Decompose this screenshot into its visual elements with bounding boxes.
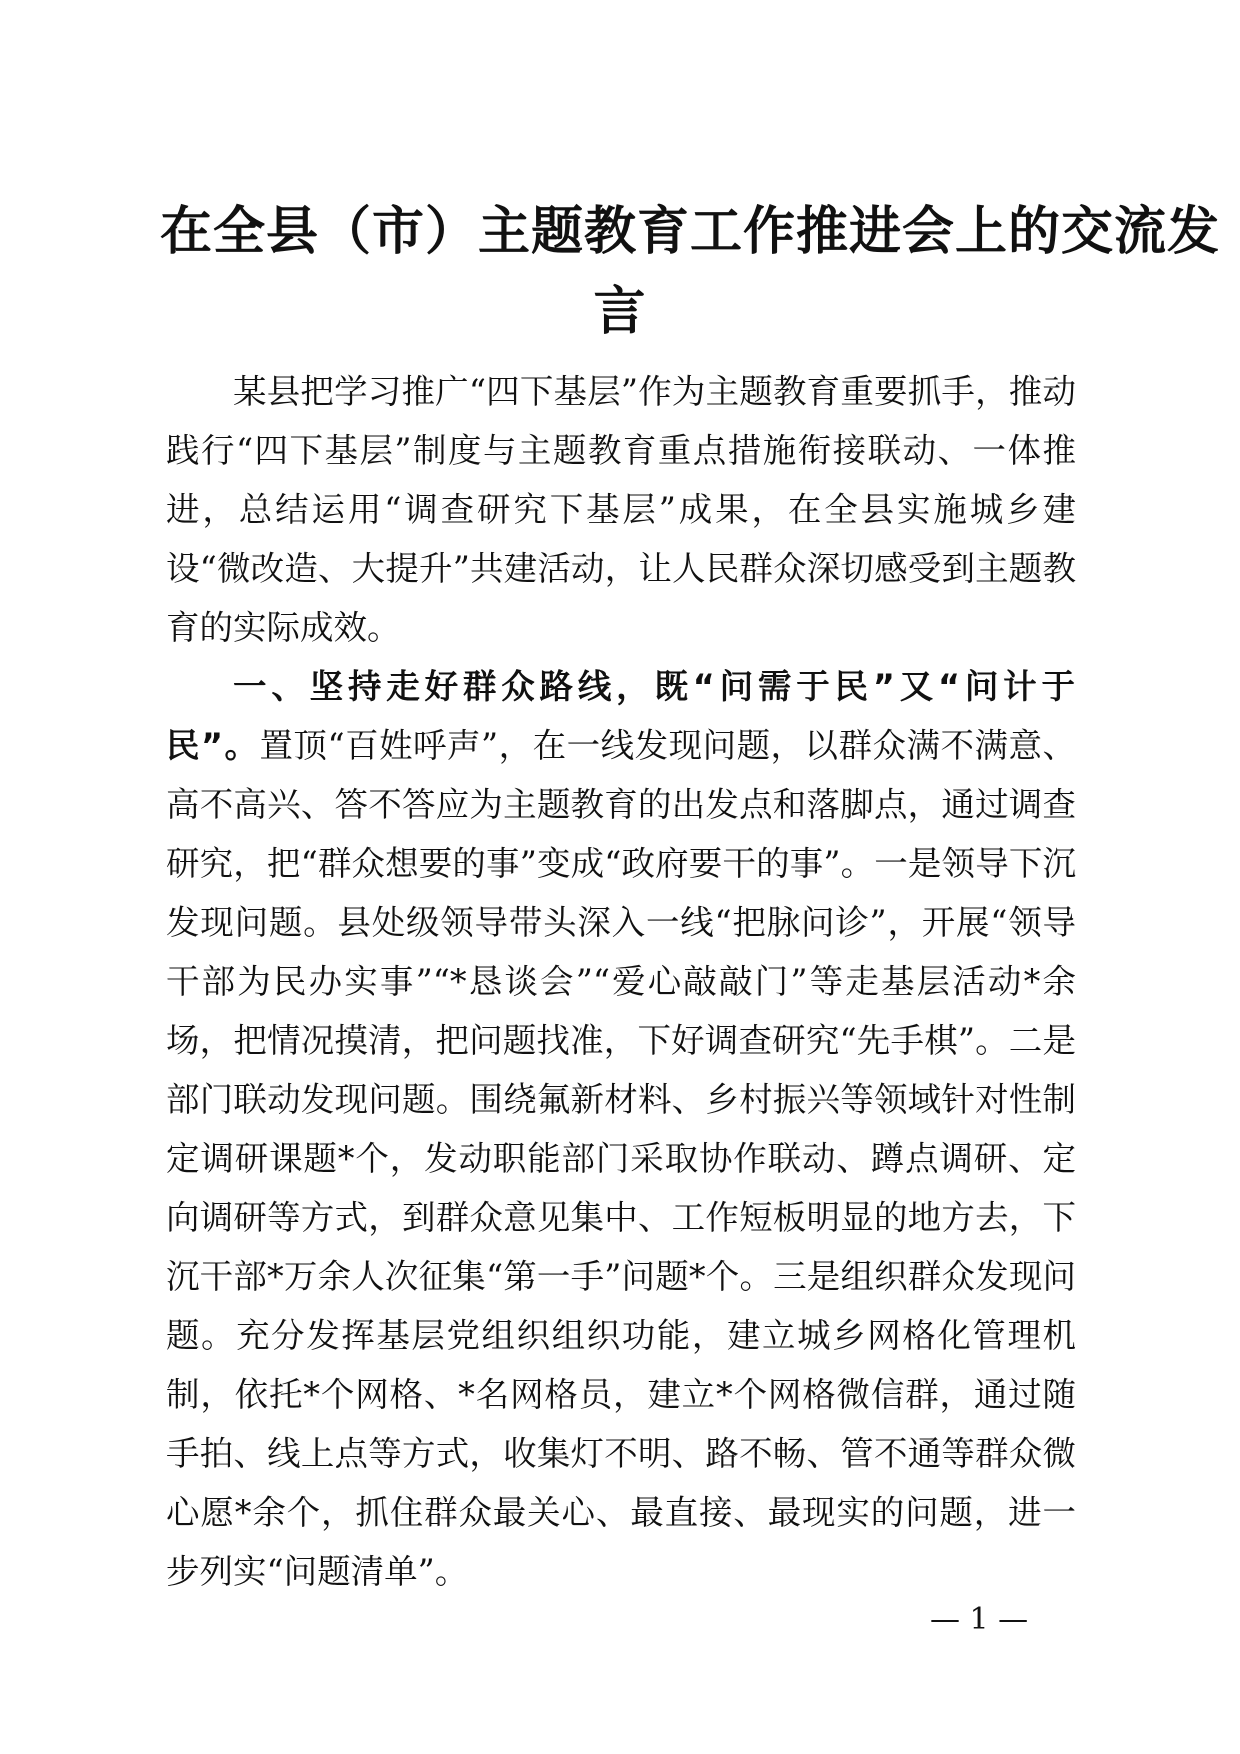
section-1-paragraph bbox=[166, 657, 1076, 1601]
section-1-heading: 一、坚持走好群众路线，既“问需于民”又“问计于民”。 bbox=[166, 667, 1076, 765]
document-title bbox=[160, 192, 1221, 352]
document-body bbox=[166, 362, 1076, 1601]
title-line-1: 在全县（市）主题教育工作推进会上的交流发 bbox=[160, 201, 1221, 262]
section-1-body: 置顶“百姓呼声”，在一线发现问题，以群众满不满意、高不高兴、答不答应为主题教育的出发点和落脚点，通过调查研究，把“群众想要的事”变成“政府要干的事”。一是领导下沉发现问题。县处级领导带头深入一线“把脉问诊”，开展“领导干部为民办实事”“*恳谈会”“爱心敲敲门”等走基层活动*余场，把情况摸清，把问题找准，下好调查研究“先手棋”。二是部门联动发现问题。围绕氟新材料、乡村振兴等领域针对性制定调研课题*个，发动职能部门采取协作联动、蹲点调研、定向调研等方式，到群众意见集中、工作短板明显的地方去，下沉干部*万余人次征集“第一手”问题*个。三是组织群众发现问题。充分发挥基层党组织组织功能，建立城乡网格化管理机制，依托*个网格、*名网格员，建立*个网格微信群，通过随手拍、线上点等方式，收集灯不明、路不畅、管不通等群众微心愿*余个，抓住群众最关心、最直接、最现实的问题，进一步列实“问题清单”。 bbox=[166, 726, 1076, 1591]
title-line-2: 言 bbox=[593, 281, 647, 342]
intro-paragraph: 某县把学习推广“四下基层”作为主题教育重要抓手，推动践行“四下基层”制度与主题教育重点措施衔接联动、一体推进，总结运用“调查研究下基层”成果，在全县实施城乡建设“微改造、大提升”共建活动，让人民群众深切感受到主题教育的实际成效。 bbox=[166, 372, 1076, 647]
page-number: — 1 — bbox=[930, 1602, 1029, 1637]
